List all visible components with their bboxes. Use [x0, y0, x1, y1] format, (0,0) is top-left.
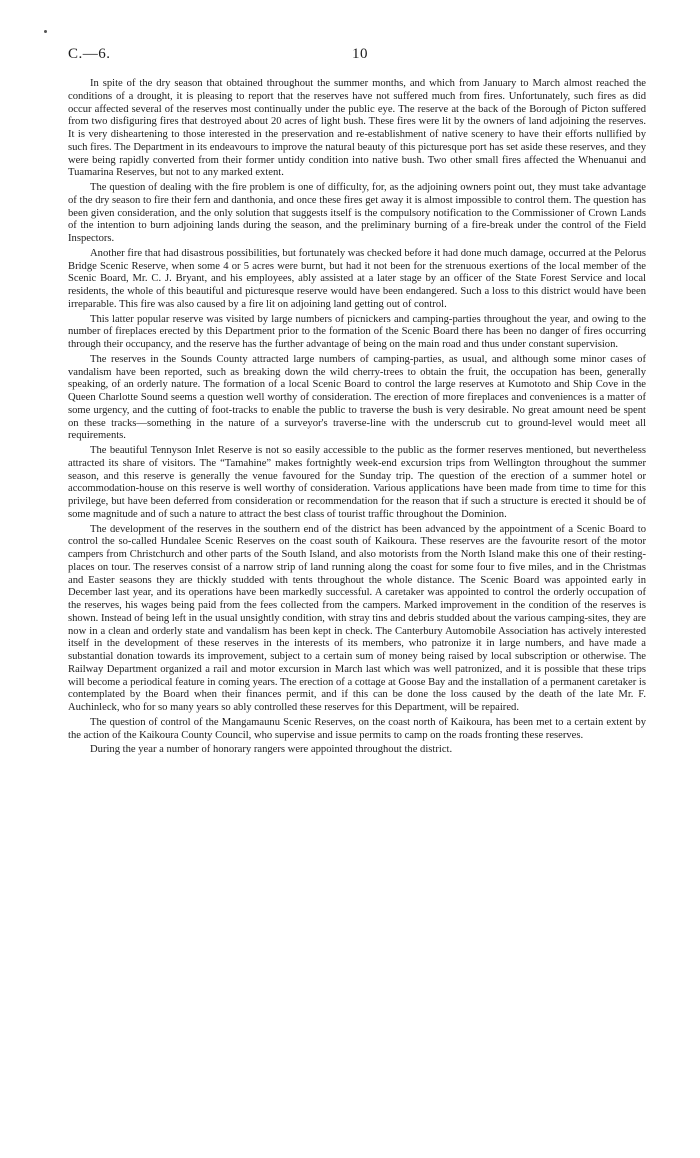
paragraph-sounds-county: The reserves in the Sounds County attracted large numbers of camping-parties, as usual, and although some minor cases of vandalism have been reported, such as breaking down the wild cherry-trees to obtain the fruit, the occupation has been, generally speaking, of an orderly nature. The formation of a local Scenic Board to control the large reserves at Kumototo and Ship Cove in the Queen Charlotte Sound seems a question well worthy of consideration. The erection of more fireplaces and conveniences is a matter of some urgency, and the cutting of foot-tracks to enable the public to traverse the bush is very desirable. No great amount need be spent on these tracks—something in the nature of a surveyor's traverse-line with the underscrub cut to ground-level would meet all requirements. [68, 353, 646, 442]
document-reference: C.—6. [68, 46, 111, 62]
paragraph-pelorus-fire: Another fire that had disastrous possibilities, but fortunately was checked before it had done much damage, occurred at the Pelorus Bridge Scenic Reserve, when some 4 or 5 acres were burnt, but had it not been for the strenuous exertions of the local member of the Scenic Board, Mr. C. J. Bryant, and his employees, ably assisted at a later stage by an officer of the State Forest Service and local residents, the whole of this beautiful and picturesque reserve would have been endangered. Such a loss to this district would have been irreparable. This fire was also caused by a fire lit on adjoining land getting out of control. [68, 247, 646, 310]
paragraph-tennyson-inlet: The beautiful Tennyson Inlet Reserve is not so easily accessible to the public as the former reserves mentioned, but nevertheless attracted its share of visitors. The “Tamahine” makes fortnightly week-end excursion trips from Wellington throughout the summer season, and this reserve is generally the venue favoured for the Sunday trip. The question of the erection of a summer hotel or accommodation-house on this reserve is well worthy of consideration. Various applications have been made from time to time for this privilege, but have been deferred from consideration or recommendation for the reason that if such a structure is erected it should be of some magnitude and of such a nature to attract the best class of tourist traffic throughout the Dominion. [68, 445, 646, 520]
paragraph-rangers: During the year a number of honorary rangers were appointed throughout the district. [90, 744, 453, 756]
scan-mark [44, 30, 47, 33]
page-number: 10 [352, 46, 368, 62]
document-body [68, 78, 646, 759]
paragraph-fire-problem: The question of dealing with the fire problem is one of difficulty, for, as the adjoining owners point out, they must take advantage of the dry season to fire their fern and danthonia, and once these fires get away it is almost impossible to control them. The question has been given consideration, and the only solution that suggests itself is the compulsory notification to the Commissioner of Crown Lands of the intention to burn adjoining lands during the season, and the preliminary burning of a fire-break under the control of the Field Inspectors. [68, 182, 646, 244]
paragraph-mangamaunu: The question of control of the Mangamaunu Scenic Reserves, on the coast north of Kaikoura, has been met to a certain extent by the action of the Kaikoura County Council, who supervise and issue permits to camp on the roads fronting these reserves. [68, 716, 646, 741]
paragraph-hundalee: The development of the reserves in the southern end of the district has been advanced by the appointment of a Scenic Board to control the so-called Hundalee Scenic Reserves on the coast south of Kaikoura. These reserves are the favourite resort of the motor campers from Christchurch and other parts of the South Island, and also motorists from the North Island make this one of their resting-places on tour. The reserves consist of a narrow strip of land running along the coast for some four to five miles, and in the Christmas and Easter seasons they are thickly studded with tents throughout the whole distance. The Scenic Board was appointed early in December last year, and its operations have been markedly successful. A caretaker was appointed to control the orderly occupation of the reserves, his wages being paid from the fees collected from the campers. Marked improvement in the condition of the reserves is shown. Instead of being left in the usual unsightly condition, with stray tins and debris studded about the various camping-sites, they are now in a clean and orderly state and vandalism has been kept in check. The Canterbury Automobile Association has actively interested itself in the development of these reserves in the interests of its members, who patronize it in large numbers, and have made a substantial donation towards its improvement, subject to a certain sum of money being raised by local subscription or otherwise. The Railway Department organized a rail and motor excursion in March last which was well patronized, and it is possible that these trips will become a periodical feature in coming years. The erection of a cottage at Goose Bay and the installation of a permanent caretaker is contemplated by the Board when their finances permit, and if this can be done the loss caused by the death of the late Mr. F. Auchinleck, who for so many years so ably controlled these reserves for this Department, will be repaired. [68, 523, 646, 713]
paragraph-fires: In spite of the dry season that obtained throughout the summer months, and which from January to March almost reached the conditions of a drought, it is pleasing to report that the reserves have not suffered much from fires. Unfortunately, such fires as did occur affected several of the reserves most continually under the public eye. The reserve at the back of the Borough of Picton suffered from two disfiguring fires that destroyed about 20 acres of light bush. These fires were lit by the owners of land adjoining the reserves. It is very disheartening to those interested in the preservation and re-establishment of native scenery to have their efforts nullified by such fires. The Department in its endeavours to improve the natural beauty of this picturesque port has set aside these reserves, and they were being rapidly converted from their former untidy condition into native bush. Two other small fires affected the Whenuanui and Tuamarina Reserves, but not to any marked extent. [68, 78, 646, 179]
paragraph-pelorus-visitors: This latter popular reserve was visited by large numbers of picnickers and camping-parties throughout the year, and owing to the number of fireplaces erected by this Department prior to the formation of the Scenic Board there has been no danger of fires occurring through their occupancy, and the reserve has the further advantage of being on the main road and thus under constant supervision. [68, 313, 646, 350]
